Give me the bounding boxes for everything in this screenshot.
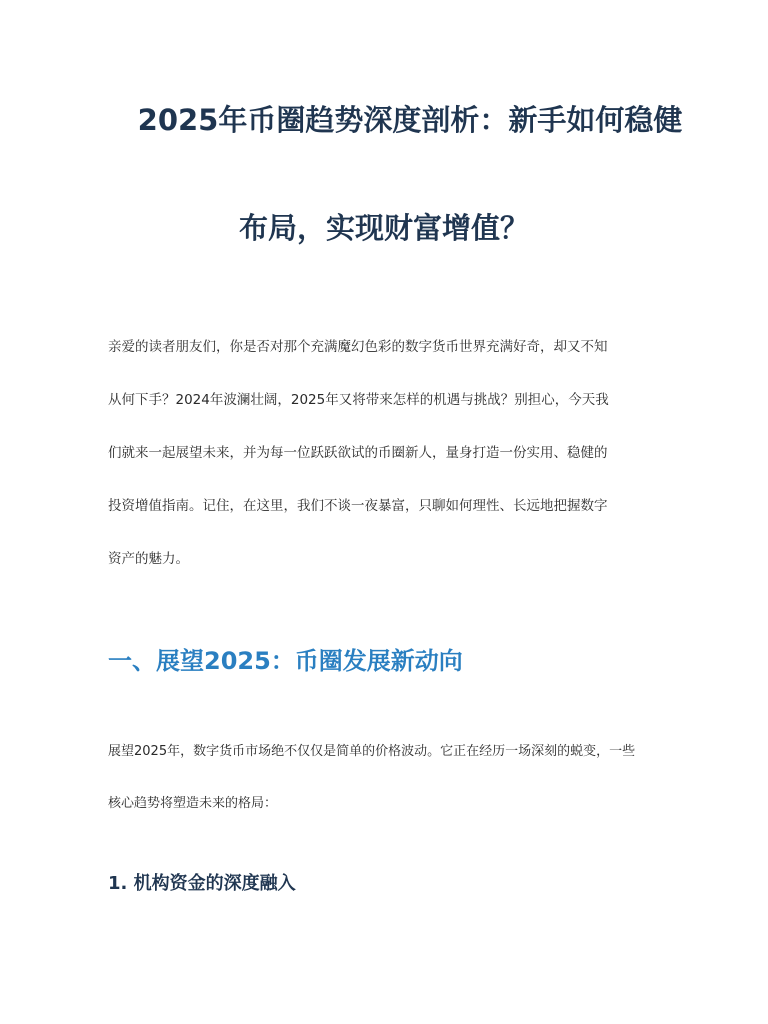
section-heading: 一、展望2025：币圈发展新动向 (108, 647, 463, 675)
intro-paragraph-line: 亲爱的读者朋友们，你是否对那个充满魔幻色彩的数字货币世界充满好奇，却又不知 (108, 339, 608, 355)
intro-paragraph-line: 投资增值指南。记住，在这里，我们不谈一夜暴富，只聊如何理性、长远地把握数字 (108, 498, 608, 514)
document-title-line-2: 布局，实现财富增值？ (238, 211, 529, 245)
section-paragraph-line: 核心趋势将塑造未来的格局： (108, 796, 278, 811)
document-title-line-1: 2025年币圈趋势深度剖析：新手如何稳健 (137, 103, 683, 137)
subsection-heading: 1. 机构资金的深度融入 (108, 873, 296, 894)
intro-paragraph-line: 们就来一起展望未来，并为每一位跃跃欲试的币圈新人，量身打造一份实用、稳健的 (108, 445, 608, 461)
section-paragraph-line: 展望2025年，数字货币市场绝不仅仅是简单的价格波动。它正在经历一场深刻的蜕变，一些 (108, 744, 636, 759)
intro-paragraph-line: 资产的魅力。 (108, 551, 189, 567)
intro-paragraph-line: 从何下手？2024年波澜壮阔，2025年又将带来怎样的机遇与挑战？别担心，今天我 (108, 392, 609, 408)
